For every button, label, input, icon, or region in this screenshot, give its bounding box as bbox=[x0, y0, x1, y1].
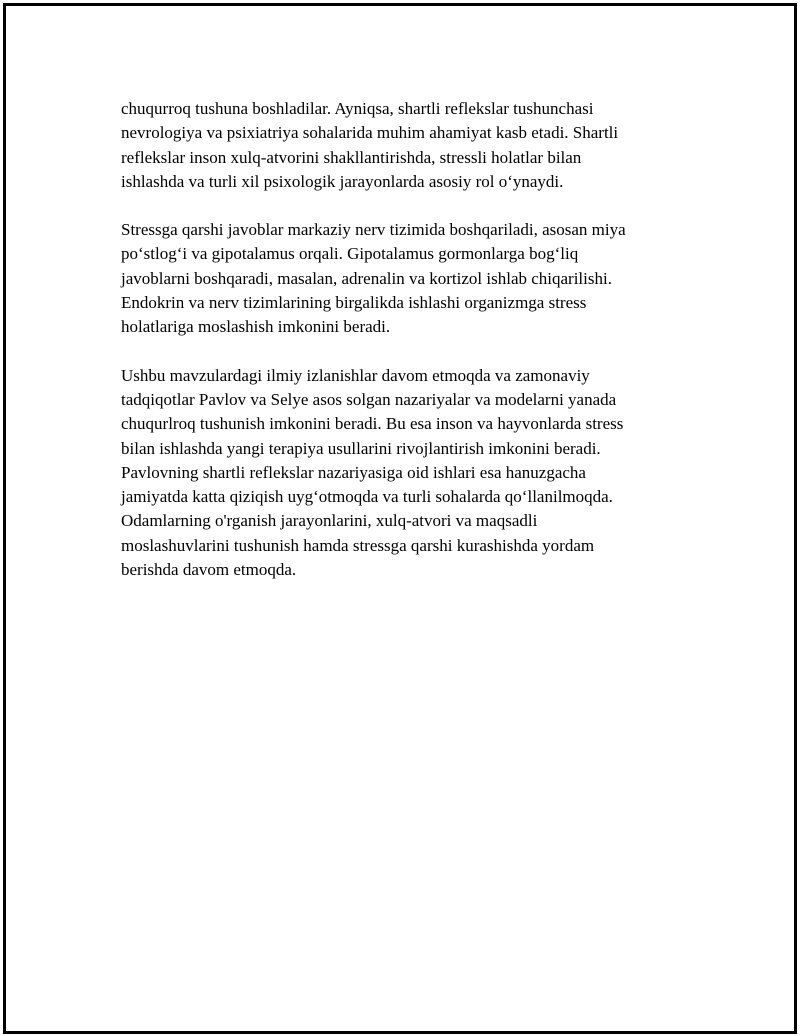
page-frame bbox=[3, 3, 797, 1034]
text-line: moslashuvlarini tushunish hamda stressga qarshi kurashishda yordam bbox=[121, 535, 595, 555]
text-line: bilan ishlashda yangi terapiya usullarini rivojlantirish imkonini beradi. bbox=[121, 438, 601, 458]
text-line: ishlashda va turli xil psixologik jarayonlarda asosiy rol o‘ynaydi. bbox=[121, 171, 564, 191]
text-line: javoblarni boshqaradi, masalan, adrenalin va kortizol ishlab chiqarilishi. bbox=[121, 268, 612, 288]
text-line: tadqiqotlar Pavlov va Selye asos solgan nazariyalar va modelarni yanada bbox=[121, 389, 617, 409]
text-line: Pavlovning shartli reflekslar nazariyasiga oid ishlari esa hanuzgacha bbox=[121, 462, 586, 482]
text-line: reflekslar inson xulq-atvorini shakllantirishda, stressli holatlar bilan bbox=[121, 147, 582, 167]
text-line: nevrologiya va psixiatriya sohalarida muhim ahamiyat kasb etadi. Shartli bbox=[121, 123, 619, 143]
paragraph-3 bbox=[121, 364, 681, 583]
text-line: Odamlarning o'rganish jarayonlarini, xulq-atvori va maqsadli bbox=[121, 511, 538, 531]
text-line: Endokrin va nerv tizimlarining birgalikda ishlashi organizmga stress bbox=[121, 293, 587, 313]
text-line: Ushbu mavzulardagi ilmiy izlanishlar davom etmoqda va zamonaviy bbox=[121, 365, 590, 385]
text-line: berishda davom etmoqda. bbox=[121, 560, 297, 580]
text-line: chuqurroq tushuna boshladilar. Ayniqsa, shartli reflekslar tushunchasi bbox=[121, 99, 594, 118]
text-line: jamiyatda katta qiziqish uyg‘otmoqda va turli sohalarda qo‘llanilmoqda. bbox=[121, 487, 613, 507]
document-body bbox=[121, 97, 681, 606]
paragraph-1 bbox=[121, 97, 681, 194]
text-line: holatlariga moslashish imkonini beradi. bbox=[121, 317, 391, 337]
paragraph-2 bbox=[121, 218, 681, 339]
text-line: Stressga qarshi javoblar markaziy nerv tizimida boshqariladi, asosan miya bbox=[121, 220, 626, 240]
text-line: po‘stlog‘i va gipotalamus orqali. Gipotalamus gormonlarga bog‘liq bbox=[121, 244, 579, 264]
text-line: chuqurlroq tushunish imkonini beradi. Bu esa inson va hayvonlarda stress bbox=[121, 414, 624, 434]
